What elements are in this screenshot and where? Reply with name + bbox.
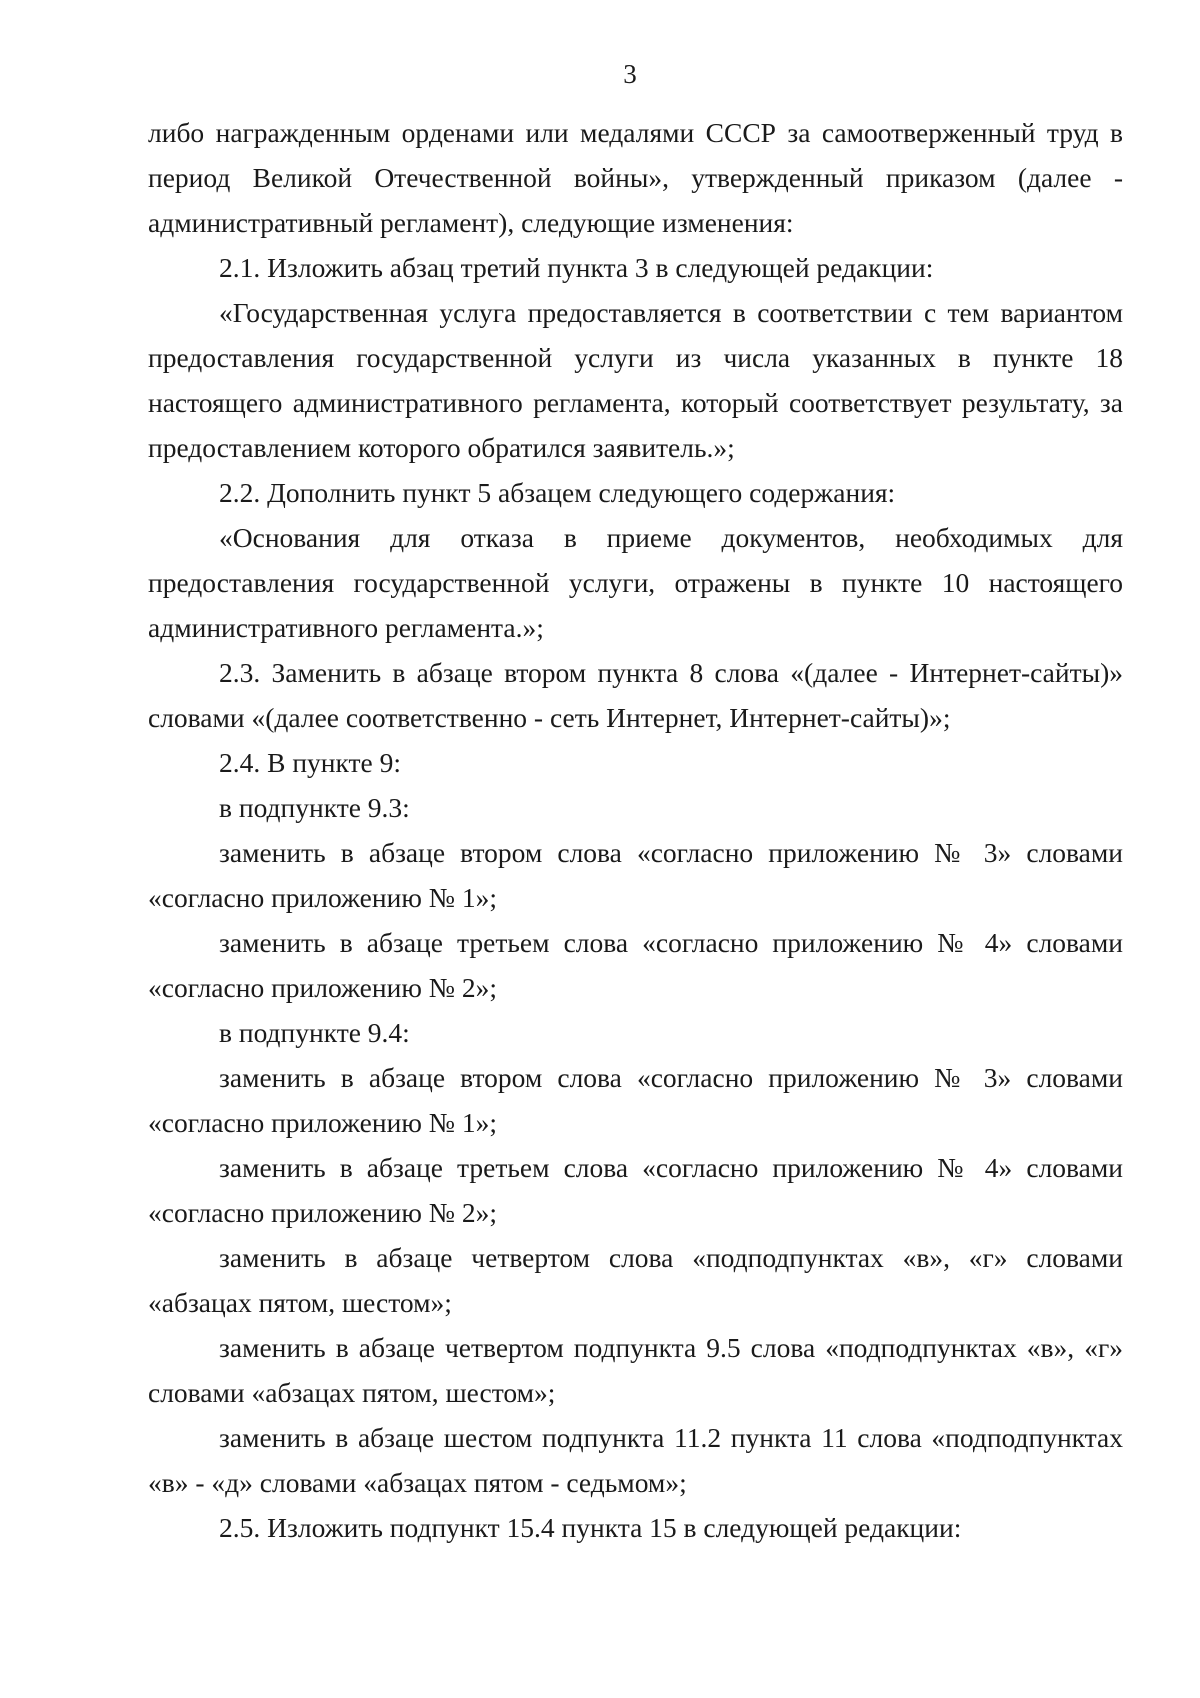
paragraph-9-4-third: заменить в абзаце третьем слова «согласно приложению № 4» словами «согласно приложению № 2»; bbox=[148, 1152, 1123, 1228]
paragraph-9-5-fourth: заменить в абзаце четвертом подпункта 9.5 слова «подподпунктах «в», «г» словами «абзацах пятом, шестом»; bbox=[148, 1332, 1123, 1408]
paragraph-11-2-sixth: заменить в абзаце шестом подпункта 11.2 пункта 11 слова «подподпунктах «в» - «д» словами «абзацах пятом - седьмом»; bbox=[148, 1422, 1123, 1498]
paragraph-continuation: либо награжденным орденами или медалями СССР за самоотверженный труд в период Великой Отечественной войны», утвержденный приказом (далее - административный регламент), следующие изменения: bbox=[148, 117, 1123, 238]
paragraph-subitem-9-4: в подпункте 9.4: bbox=[219, 1017, 410, 1048]
paragraph-subitem-9-3: в подпункте 9.3: bbox=[219, 792, 410, 823]
paragraph-2-1-quote: «Государственная услуга предоставляется в соответствии с тем вариантом предоставления государственной услуги из числа указанных в пункте 18 настоящего административного регламента, который соответствует результату, за предоставлением которого обратился заявитель.»; bbox=[148, 297, 1123, 463]
paragraph-2-3: 2.3. Заменить в абзаце втором пункта 8 слова «(далее - Интернет-сайты)» словами «(далее соответственно - сеть Интернет, Интернет-сайты)»; bbox=[148, 657, 1123, 733]
paragraph-2-4: 2.4. В пункте 9: bbox=[219, 747, 402, 778]
document-body bbox=[148, 110, 1123, 1550]
paragraph-9-4-fourth: заменить в абзаце четвертом слова «подподпунктах «в», «г» словами «абзацах пятом, шестом»; bbox=[148, 1242, 1123, 1318]
page-number: 3 bbox=[623, 59, 637, 89]
paragraph-9-3-second: заменить в абзаце втором слова «согласно приложению № 3» словами «согласно приложению № 1»; bbox=[148, 837, 1123, 913]
paragraph-9-3-third: заменить в абзаце третьем слова «согласно приложению № 4» словами «согласно приложению № 2»; bbox=[148, 927, 1123, 1003]
paragraph-2-5: 2.5. Изложить подпункт 15.4 пункта 15 в следующей редакции: bbox=[219, 1512, 962, 1543]
paragraph-2-2: 2.2. Дополнить пункт 5 абзацем следующего содержания: bbox=[219, 477, 896, 508]
paragraph-2-2-quote: «Основания для отказа в приеме документов, необходимых для предоставления государственной услуги, отражены в пункте 10 настоящего административного регламента.»; bbox=[148, 522, 1123, 643]
paragraph-9-4-second: заменить в абзаце втором слова «согласно приложению № 3» словами «согласно приложению № 1»; bbox=[148, 1062, 1123, 1138]
paragraph-2-1: 2.1. Изложить абзац третий пункта 3 в следующей редакции: bbox=[219, 252, 934, 283]
